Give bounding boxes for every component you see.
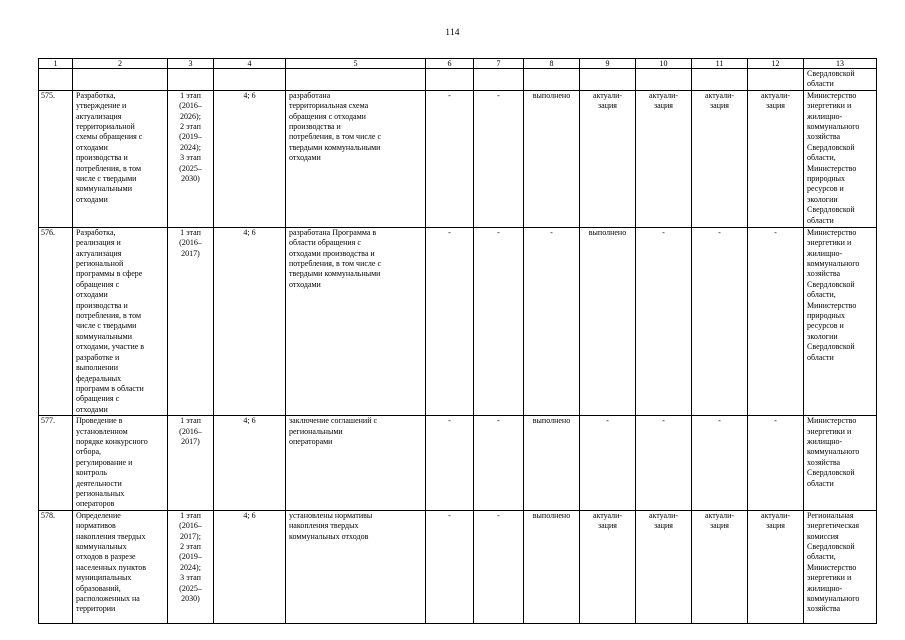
status-cell	[580, 510, 636, 623]
cell-line: Свердловской	[807, 468, 855, 478]
cell-line: установленном	[76, 426, 128, 436]
status-cell: -	[426, 227, 474, 415]
cell-line: производства и	[289, 122, 341, 132]
status-cell: -	[474, 510, 524, 623]
cell-line: энергетики и	[807, 238, 852, 248]
table-cell	[748, 69, 804, 91]
cell-line: производства и	[76, 153, 128, 163]
cell-line: Министерство	[807, 163, 857, 173]
status-cell	[748, 90, 804, 227]
cell-line: области	[807, 478, 834, 488]
status-cell: -	[474, 227, 524, 415]
status-cell	[580, 416, 636, 511]
header-cell: 12	[748, 59, 804, 69]
cell-line: зация	[654, 521, 673, 531]
cell-line: области обращения с	[289, 238, 361, 248]
cell-line: отходами	[76, 404, 108, 414]
cell-line: 2017);	[180, 531, 201, 541]
stages-cell	[168, 416, 214, 511]
table-row	[39, 416, 877, 511]
cell-line: (2025–	[179, 163, 202, 173]
executor-cell	[804, 416, 877, 511]
cell-line: -	[718, 227, 721, 237]
cell-line: утверждение и	[76, 101, 127, 111]
cell-line: зация	[766, 521, 785, 531]
cell-line: -	[606, 416, 609, 426]
cell-line: 3 этап	[180, 153, 201, 163]
cell-line: программ в области	[76, 383, 144, 393]
status-cell	[636, 416, 692, 511]
cell-line: энергетики и	[807, 426, 852, 436]
cell-line: отбора,	[76, 447, 102, 457]
cell-line: -	[774, 416, 777, 426]
status-cell: выполнено	[524, 510, 580, 623]
cell-line: природных	[807, 311, 846, 321]
cell-line: потребления, в том числе с	[289, 259, 382, 269]
cell-line: 2017)	[181, 436, 200, 446]
measures-table	[38, 58, 877, 624]
cell-line: отходами	[76, 142, 108, 152]
header-cell: 2	[73, 59, 168, 69]
cell-line: разработана	[289, 90, 331, 100]
status-cell	[692, 416, 748, 511]
cell-line: зация	[766, 101, 785, 111]
cell-line: отходов в разрезе	[76, 552, 136, 562]
cell-line: 3 этап	[180, 573, 201, 583]
cell-line: отходами, участие в	[76, 342, 145, 352]
measure-name-cell	[73, 510, 168, 623]
cell-line: потребления, в том	[76, 311, 142, 321]
cell-line: 1 этап	[180, 227, 201, 237]
cell-line: Свердловской	[807, 142, 855, 152]
table-cell	[636, 69, 692, 91]
cell-line: -	[662, 416, 665, 426]
cell-line: 2 этап	[180, 542, 201, 551]
cell-line: области,	[807, 153, 836, 163]
cell-line: выполнении	[76, 363, 118, 373]
status-cell	[692, 227, 748, 415]
cell-line: -	[662, 227, 665, 237]
status-cell: -	[426, 416, 474, 511]
status-cell	[580, 227, 636, 415]
cell-line: 1 этап	[180, 510, 201, 520]
cell-line: жилищно-	[807, 583, 843, 593]
cell-line: обращения с отходами	[289, 111, 366, 121]
cell-line: Разработка,	[76, 90, 116, 100]
cell-line: Свердловской	[807, 279, 855, 289]
cell-line: твердыми коммунальными	[289, 269, 381, 279]
status-cell	[748, 416, 804, 511]
cell-line: 1 этап	[180, 416, 201, 426]
cell-line: зация	[710, 521, 729, 531]
cell-line: актуали-	[592, 90, 623, 100]
status-cell: выполнено	[524, 90, 580, 227]
cell-line: 2030)	[181, 174, 200, 184]
result-cell	[286, 90, 426, 227]
cell-line: (2025–	[179, 583, 202, 593]
status-cell: выполнено	[524, 416, 580, 511]
cell-line: разработана Программа в	[289, 227, 377, 237]
cell-line: коммунального	[807, 122, 860, 132]
cell-line: экологии	[807, 194, 838, 204]
cell-line: Министерство	[807, 562, 857, 572]
row-number-cell: 578.	[39, 510, 73, 623]
cell-line: Свердловской	[807, 205, 855, 215]
cell-line: 2026);	[180, 111, 201, 121]
header-cell: 13	[804, 59, 877, 69]
cell-line: Министерство	[807, 416, 857, 426]
executor-cell	[804, 227, 877, 415]
stages-cell	[168, 510, 214, 623]
cell-line: твердыми коммунальными	[289, 142, 381, 152]
status-cell: -	[426, 510, 474, 623]
table-cell	[214, 69, 286, 91]
cell-line: региональной	[76, 259, 124, 269]
header-cell: 3	[168, 59, 214, 69]
cell-line: жилищно-	[807, 436, 843, 446]
cell-line: нормативов	[76, 521, 116, 531]
cell-line: коммунальными	[76, 184, 132, 194]
cell-line: схемы обращения с	[76, 132, 143, 142]
cell-line: хозяйства	[807, 457, 841, 467]
table-cell	[168, 69, 214, 91]
cell-line: актуали-	[648, 510, 679, 520]
table-row	[39, 510, 877, 623]
cell-line: (2016–	[179, 426, 202, 436]
status-cell: -	[426, 90, 474, 227]
cell-line: отходами	[289, 279, 321, 289]
cell-line: Министерство	[807, 300, 857, 310]
table-row	[39, 227, 877, 415]
status-cell	[636, 227, 692, 415]
cell-line: отходами	[76, 290, 108, 300]
cell-line: актуали-	[704, 510, 735, 520]
goals-cell: 4; 6	[214, 510, 286, 623]
cell-line: коммунальных отходов	[289, 531, 369, 541]
cell-line: энергетики и	[807, 101, 852, 111]
cell-line: актуализация	[76, 111, 122, 121]
cell-line: обращения с	[76, 394, 120, 404]
row-number-cell: 576.	[39, 227, 73, 415]
header-cell: 1	[39, 59, 73, 69]
continuation-row	[39, 69, 877, 91]
status-cell: -	[474, 90, 524, 227]
cell-line: области	[807, 352, 834, 362]
cell-line: ресурсов и	[807, 321, 844, 331]
row-number-cell: 575.	[39, 90, 73, 227]
cell-line: числе с твердыми	[76, 174, 137, 184]
header-cell: 8	[524, 59, 580, 69]
cell-line: актуали-	[592, 510, 623, 520]
status-cell	[692, 510, 748, 623]
status-cell: -	[474, 416, 524, 511]
cell-line: потребления, в том	[76, 163, 142, 173]
cell-line: коммунального	[807, 447, 860, 457]
cell-line: программы в сфере	[76, 269, 143, 279]
cell-line: (2019–	[179, 552, 202, 562]
cell-line: актуали-	[704, 90, 735, 100]
cell-line: жилищно-	[807, 111, 843, 121]
cell-line: образований,	[76, 583, 121, 593]
cell-line: (2019–	[179, 132, 202, 142]
cell-line: деятельности	[76, 478, 122, 488]
cell-line: (2016–	[179, 101, 202, 111]
goals-cell: 4; 6	[214, 227, 286, 415]
cell-line: установлены нормативы	[289, 510, 373, 520]
cell-line: ресурсов и	[807, 184, 844, 194]
cell-line: Свердловской	[807, 69, 855, 78]
cell-line: отходами	[289, 153, 321, 163]
cell-line: Свердловской	[807, 342, 855, 352]
executor-cell	[804, 510, 877, 623]
cell-line: хозяйства	[807, 132, 841, 142]
cell-line: 2030)	[181, 594, 200, 604]
goals-cell: 4; 6	[214, 90, 286, 227]
cell-line: обращения с	[76, 279, 120, 289]
cell-line: отходами	[76, 194, 108, 204]
cell-line: актуализация	[76, 248, 122, 258]
cell-line: 2024);	[180, 562, 201, 572]
cell-line: зация	[654, 101, 673, 111]
table-cell	[692, 69, 748, 91]
cell-line: энергетическая	[807, 521, 860, 531]
row-number-cell: 577.	[39, 416, 73, 511]
table-cell	[474, 69, 524, 91]
cell-line: Министерство	[807, 227, 857, 237]
cell-line: населенных пунктов	[76, 562, 147, 572]
measure-name-cell	[73, 90, 168, 227]
cell-line: отходами производства и	[289, 248, 375, 258]
cell-line: производства и	[76, 300, 128, 310]
cell-line: заключение соглашений с	[289, 416, 378, 426]
cell-line: операторами	[289, 436, 333, 446]
cell-line: коммунальных	[76, 542, 127, 551]
result-cell	[286, 227, 426, 415]
cell-line: накопления твердых	[76, 531, 146, 541]
stages-cell	[168, 90, 214, 227]
cell-line: зация	[710, 101, 729, 111]
cell-line: области	[807, 215, 834, 225]
cell-line: зация	[598, 521, 617, 531]
status-cell	[636, 510, 692, 623]
cell-line: числе с твердыми	[76, 321, 137, 331]
cell-line: расположенных на	[76, 594, 140, 604]
cell-line: 1 этап	[180, 90, 201, 100]
measure-name-cell	[73, 227, 168, 415]
cell-line: (2016–	[179, 521, 202, 531]
status-cell	[748, 227, 804, 415]
cell-line: области,	[807, 552, 836, 562]
table-cell	[73, 69, 168, 91]
cell-line: региональными	[289, 426, 343, 436]
executor-cell	[804, 69, 877, 91]
status-cell: -	[524, 227, 580, 415]
cell-line: федеральных	[76, 373, 122, 383]
cell-line: 2024);	[180, 142, 201, 152]
cell-line: коммунального	[807, 594, 860, 604]
table-cell	[286, 69, 426, 91]
cell-line: области	[807, 79, 834, 89]
cell-line: энергетики и	[807, 573, 852, 583]
cell-line: природных	[807, 174, 846, 184]
status-cell	[636, 90, 692, 227]
header-cell: 11	[692, 59, 748, 69]
cell-line: -	[718, 416, 721, 426]
cell-line: коммунального	[807, 259, 860, 269]
cell-line: экологии	[807, 331, 838, 341]
cell-line: (2016–	[179, 238, 202, 248]
cell-line: контроль	[76, 468, 107, 478]
header-cell: 7	[474, 59, 524, 69]
cell-line: Министерство	[807, 90, 857, 100]
stages-cell	[168, 227, 214, 415]
cell-line: -	[774, 227, 777, 237]
executor-cell	[804, 90, 877, 227]
cell-line: порядке конкурсного	[76, 436, 148, 446]
cell-line: хозяйства	[807, 269, 841, 279]
header-cell: 4	[214, 59, 286, 69]
cell-line: хозяйства	[807, 604, 841, 614]
cell-line: актуали-	[760, 90, 791, 100]
cell-line: 2017)	[181, 248, 200, 258]
cell-line: территориальной	[76, 122, 135, 132]
table-cell	[580, 69, 636, 91]
cell-line: операторов	[76, 499, 115, 509]
status-cell	[580, 90, 636, 227]
cell-line: коммунальными	[76, 331, 132, 341]
cell-line: актуали-	[648, 90, 679, 100]
cell-line: комиссия	[807, 531, 839, 541]
table-cell	[39, 69, 73, 91]
cell-line: Проведение в	[76, 416, 123, 426]
cell-line: Свердловской	[807, 542, 855, 551]
measure-name-cell	[73, 416, 168, 511]
header-row	[39, 59, 877, 69]
cell-line: области,	[807, 290, 836, 300]
cell-line: реализация и	[76, 238, 121, 248]
header-cell: 5	[286, 59, 426, 69]
cell-line: выполнено	[588, 227, 627, 237]
table-cell	[524, 69, 580, 91]
status-cell	[692, 90, 748, 227]
cell-line: Региональная	[807, 510, 854, 520]
cell-line: территориальная схема	[289, 101, 369, 111]
status-cell	[748, 510, 804, 623]
table-cell	[426, 69, 474, 91]
cell-line: Разработка,	[76, 227, 116, 237]
cell-line: зация	[598, 101, 617, 111]
cell-line: муниципальных	[76, 573, 132, 583]
header-cell: 9	[580, 59, 636, 69]
cell-line: актуали-	[760, 510, 791, 520]
cell-line: Определение	[76, 510, 121, 520]
goals-cell: 4; 6	[214, 416, 286, 511]
header-cell: 10	[636, 59, 692, 69]
cell-line: жилищно-	[807, 248, 843, 258]
header-cell: 6	[426, 59, 474, 69]
cell-line: территории	[76, 604, 116, 614]
table-row	[39, 90, 877, 227]
cell-line: региональных	[76, 488, 125, 498]
cell-line: накопления твердых	[289, 521, 359, 531]
cell-line: потребления, в том числе с	[289, 132, 382, 142]
cell-line: 2 этап	[180, 122, 201, 132]
cell-line: регулирование и	[76, 457, 133, 467]
cell-line: разработке и	[76, 352, 120, 362]
result-cell	[286, 510, 426, 623]
page-number: 114	[445, 28, 460, 38]
result-cell	[286, 416, 426, 511]
